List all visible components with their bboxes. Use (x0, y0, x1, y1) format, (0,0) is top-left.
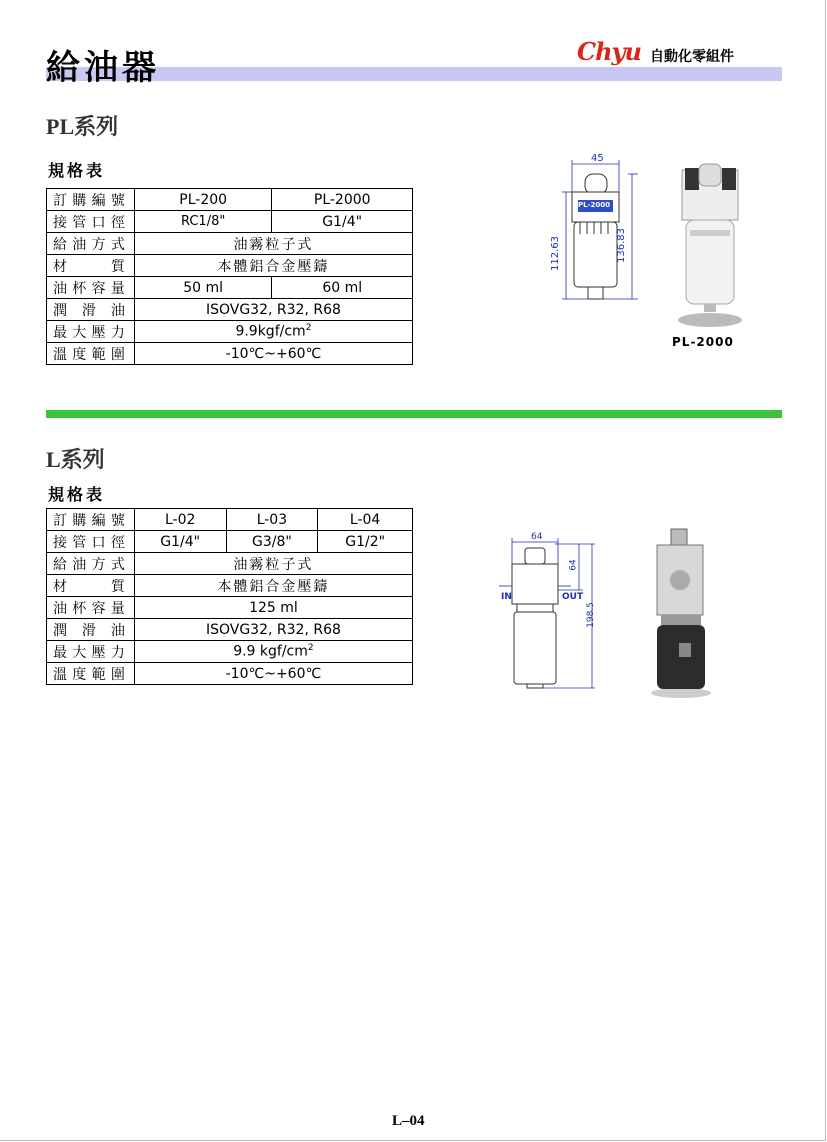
l-dim-width: 64 (531, 532, 543, 542)
brand-logo: Chyu (577, 37, 641, 66)
table-cell: 本體鋁合金壓鑄 (134, 255, 412, 277)
row-label: 潤 滑 油 (47, 299, 135, 321)
table-row (47, 321, 413, 343)
table-cell: L-02 (134, 509, 226, 531)
table-cell: G3/8" (226, 531, 318, 553)
row-label: 潤 滑 油 (47, 619, 135, 641)
table-row (47, 189, 413, 211)
table-cell: 油霧粒子式 (134, 233, 412, 255)
table-cell: RC1/8" (134, 211, 272, 233)
l-product-photo (635, 525, 725, 700)
row-label: 接管口徑 (47, 531, 135, 553)
pl-dim-width: 45 (591, 153, 604, 164)
row-label: 訂購編號 (47, 509, 135, 531)
table-row (47, 343, 413, 365)
row-label: 最大壓力 (47, 641, 135, 663)
pl-dim-height1: 112.63 (550, 236, 561, 271)
table-row (47, 233, 413, 255)
pl-spec-title: 規格表 (48, 161, 106, 180)
l-in-label: IN (501, 592, 512, 602)
pressure-value: 9.9 kgf/cm (233, 643, 308, 660)
l-spec-table (46, 508, 413, 685)
table-cell: 油霧粒子式 (134, 553, 412, 575)
pressure-exponent: 2 (307, 643, 314, 654)
table-row (47, 531, 413, 553)
table-cell: 125 ml (134, 597, 412, 619)
table-cell: -10℃~+60℃ (134, 343, 412, 365)
table-cell: G1/4" (134, 531, 226, 553)
table-row (47, 663, 413, 685)
pl-photo-caption: PL-2000 (672, 335, 734, 349)
table-cell: ISOVG32, R32, R68 (134, 299, 412, 321)
table-cell (134, 641, 412, 663)
row-label: 給油方式 (47, 233, 135, 255)
pl-series-heading: PL系列 (46, 114, 119, 139)
table-row (47, 575, 413, 597)
pl-spec-table (46, 188, 413, 365)
table-cell: 50 ml (134, 277, 272, 299)
l-dim-height: 198.5 (585, 602, 596, 628)
l-dim-top: 64 (568, 559, 579, 571)
pressure-value: 9.9kgf/cm (235, 323, 306, 340)
table-cell: ISOVG32, R32, R68 (134, 619, 412, 641)
table-cell: PL-200 (134, 189, 272, 211)
table-row (47, 277, 413, 299)
row-label: 給油方式 (47, 553, 135, 575)
table-row (47, 553, 413, 575)
pl-dimension-drawing (552, 152, 652, 312)
table-row (47, 509, 413, 531)
brand-subtitle: 自動化零組件 (650, 49, 734, 65)
l-out-label: OUT (562, 592, 584, 602)
row-label: 材 質 (47, 255, 135, 277)
row-label: 最大壓力 (47, 321, 135, 343)
l-series-heading: L系列 (46, 447, 105, 472)
pl-product-photo (670, 160, 750, 330)
row-label: 材 質 (47, 575, 135, 597)
table-cell: 本體鋁合金壓鑄 (134, 575, 412, 597)
section-divider (46, 410, 782, 418)
table-row (47, 255, 413, 277)
table-row (47, 619, 413, 641)
table-cell (134, 321, 412, 343)
page-title: 給油器 (46, 48, 160, 88)
row-label: 訂購編號 (47, 189, 135, 211)
table-row (47, 211, 413, 233)
table-cell: PL-2000 (272, 189, 413, 211)
pressure-exponent: 2 (305, 323, 312, 334)
table-cell: L-04 (318, 509, 413, 531)
pl-dim-height2: 136.83 (616, 228, 627, 263)
table-cell: G1/4" (272, 211, 413, 233)
pl-body-label: PL-2000 (578, 201, 610, 209)
table-cell: -10℃~+60℃ (134, 663, 412, 685)
table-cell: G1/2" (318, 531, 413, 553)
l-spec-title: 規格表 (48, 485, 106, 504)
table-row (47, 641, 413, 663)
row-label: 溫度範圍 (47, 663, 135, 685)
row-label: 接管口徑 (47, 211, 135, 233)
table-row (47, 299, 413, 321)
page-number: L–04 (392, 1113, 425, 1129)
table-cell: 60 ml (272, 277, 413, 299)
row-label: 油杯容量 (47, 277, 135, 299)
row-label: 溫度範圍 (47, 343, 135, 365)
table-row (47, 597, 413, 619)
table-cell: L-03 (226, 509, 318, 531)
row-label: 油杯容量 (47, 597, 135, 619)
